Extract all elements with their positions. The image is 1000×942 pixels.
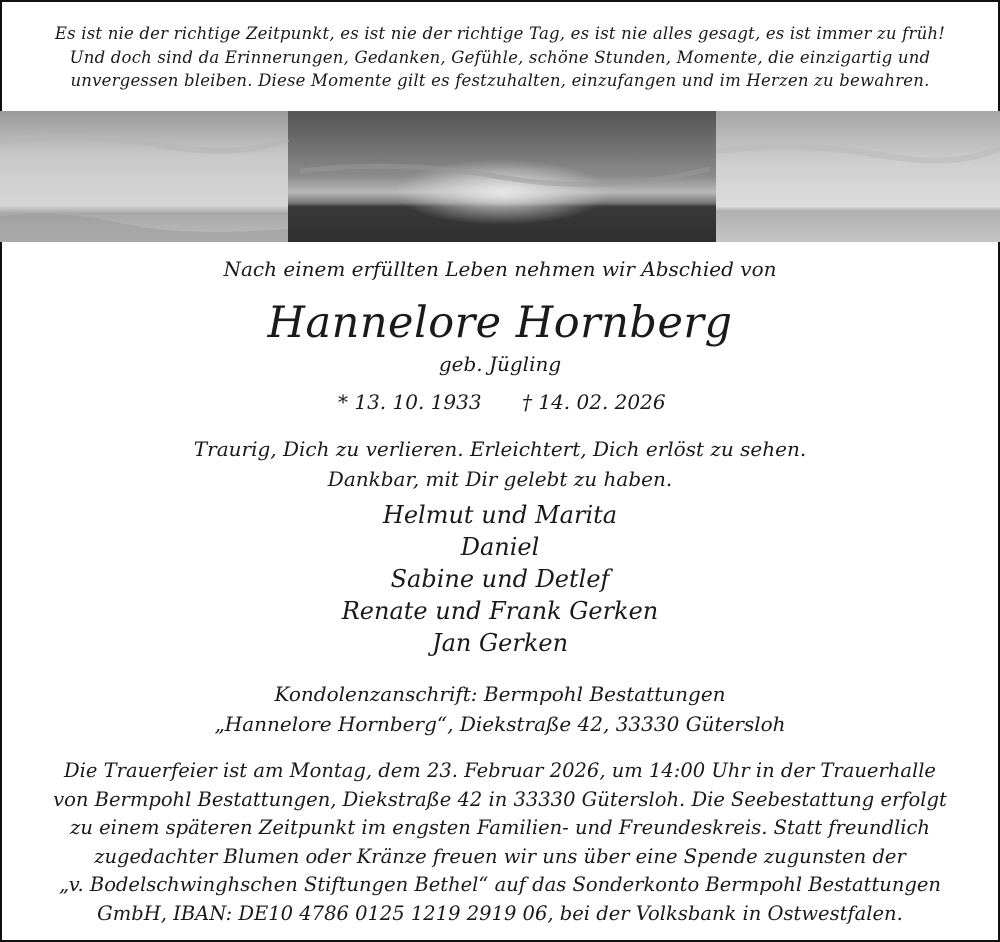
intro-line: Es ist nie der richtige Zeitpunkt, es ist nie der richtige Tag, es ist nie alles gesagt, es ist immer zu früh! xyxy=(54,24,946,43)
farewell-line: Nach einem erfüllten Leben nehmen wir Abschied von xyxy=(223,257,777,281)
condolence-line: Kondolenzanschrift: Bermpohl Bestattungen xyxy=(274,682,726,706)
service-line: zu einem späteren Zeitpunkt im engsten Familien- und Freundeskreis. Statt freundlich xyxy=(70,816,930,839)
service-line: zugedachter Blumen oder Kränze freuen wir uns über eine Spende zugunsten der xyxy=(94,844,906,868)
poem-line: Traurig, Dich zu verlieren. Erleichtert, Dich erlöst zu sehen. xyxy=(193,437,807,461)
family-member: Helmut und Marita xyxy=(382,501,618,529)
maiden-name: geb. Jügling xyxy=(438,352,562,376)
condolence-address xyxy=(0,679,1000,739)
intro-line: Und doch sind da Erinnerungen, Gedanken, Gefühle, schöne Stunden, Momente, die einzigartig und xyxy=(69,47,931,67)
deceased-name: Hannelore Hornberg xyxy=(267,298,733,348)
family-list xyxy=(0,499,1000,659)
intro-text xyxy=(0,22,1000,93)
sea-sunset-image xyxy=(0,111,1000,242)
birth-date: * 13. 10. 1933 xyxy=(338,390,482,414)
service-information xyxy=(0,757,1000,928)
service-line: von Bermpohl Bestattungen, Diekstraße 42 in 33330 Gütersloh. Die Seebestattung erfolgt xyxy=(53,787,947,811)
service-line: „v. Bodelschwinghschen Stiftungen Bethel“ auf das Sonderkonto Bermpohl Bestattungen xyxy=(59,873,941,896)
family-member: Daniel xyxy=(460,533,540,561)
service-line: Die Trauerfeier ist am Montag, dem 23. Februar 2026, um 14:00 Uhr in der Trauerhalle xyxy=(64,759,936,782)
poem-line: Dankbar, mit Dir gelebt zu haben. xyxy=(327,467,673,491)
family-member: Renate und Frank Gerken xyxy=(341,597,659,625)
service-line: GmbH, IBAN: DE10 4786 0125 1219 2919 06, bei der Volksbank in Ostwestfalen. xyxy=(97,901,903,925)
intro-line: unvergessen bleiben. Diese Momente gilt es festzuhalten, einzufangen und im Herzen zu bewahren. xyxy=(70,71,930,90)
poem xyxy=(0,434,1000,494)
death-date: † 14. 02. 2026 xyxy=(522,390,666,414)
condolence-line: „Hannelore Hornberg“, Diekstraße 42, 33330 Gütersloh xyxy=(214,712,786,736)
family-member: Sabine und Detlef xyxy=(390,565,610,593)
family-member: Jan Gerken xyxy=(431,629,569,657)
